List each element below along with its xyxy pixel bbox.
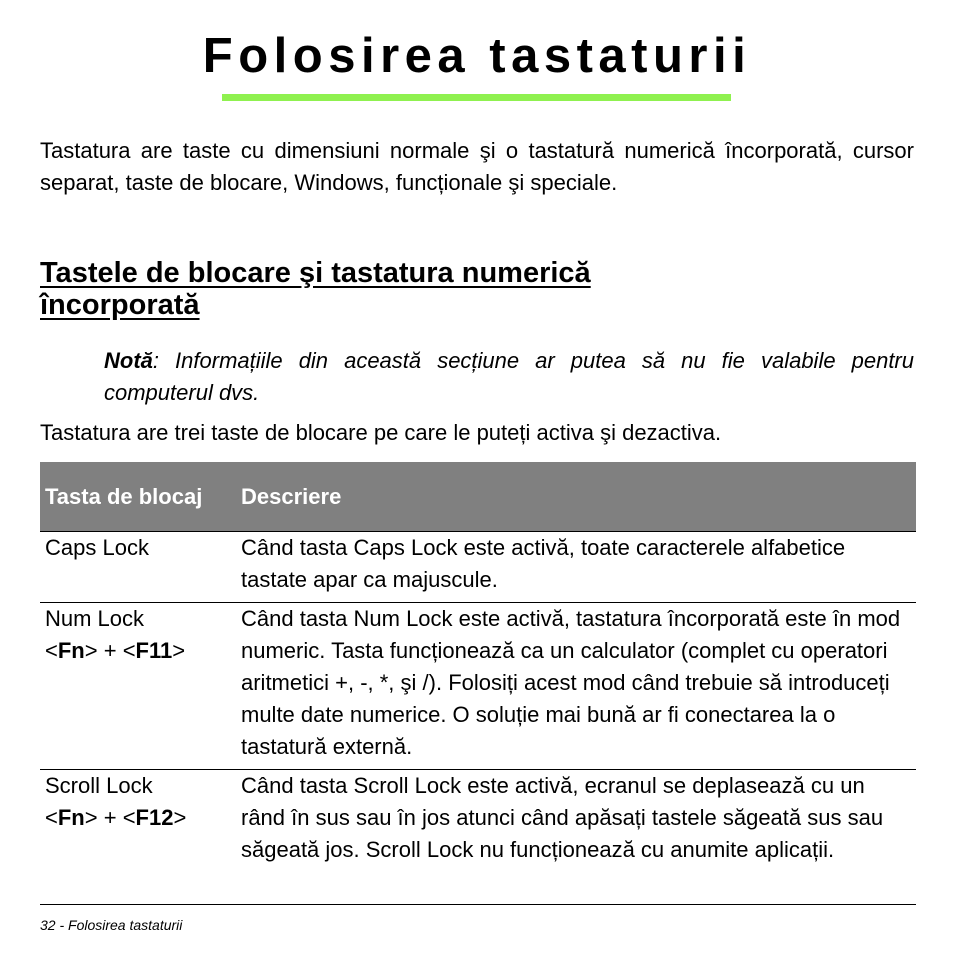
table-row <box>40 532 916 603</box>
note-text: : Informațiile din această secțiune ar putea să nu fie valabile pentru computerul dvs. <box>104 348 914 405</box>
note-label: Notă <box>104 348 153 373</box>
header-key: Tasta de blocaj <box>40 462 236 532</box>
key-cell <box>40 603 236 770</box>
description-cell: Când tasta Scroll Lock este activă, ecranul se deplasează cu un rând în sus sau în jos atunci când apăsați tastele săgeată sus sau săgeată jos. Scroll Lock nu funcționează cu anumite aplicații. <box>236 770 916 905</box>
title-underline-bar <box>222 94 731 101</box>
table-row <box>40 603 916 770</box>
header-description: Descriere <box>236 462 916 532</box>
page-title: Folosirea tastaturii <box>202 29 752 83</box>
section-heading: Tastele de blocare şi tastatura numerică încorporată <box>40 257 591 321</box>
key-name: Num Lock <box>45 606 145 631</box>
table-row <box>40 770 916 905</box>
key-name: Scroll Lock <box>45 773 153 798</box>
key-name: Caps Lock <box>45 535 149 560</box>
note-paragraph <box>104 345 914 409</box>
intro-paragraph: Tastatura are taste cu dimensiuni normale şi o tastatură numerică încorporată, cursor separat, taste de blocare, Windows, funcționale şi speciale. <box>40 138 914 195</box>
lead-paragraph: Tastatura are trei taste de blocare pe care le puteți activa şi dezactiva. <box>40 420 722 445</box>
table-header-row <box>40 462 916 532</box>
description-cell: Când tasta Num Lock este activă, tastatura încorporată este în mod numeric. Tasta funcționează ca un calculator (complet cu operatori aritmetici +, -, *, şi /). Folosiți acest mod când trebuie să introduceți multe date numerice. O soluție mai bună ar fi conectarea la o tastatură externă. <box>236 603 916 770</box>
lock-keys-table <box>40 462 916 905</box>
key-combo: <Fn> + <F12> <box>45 805 187 830</box>
key-combo: <Fn> + <F11> <box>45 638 186 663</box>
page-footer: 32 - Folosirea tastaturii <box>40 917 183 933</box>
key-cell <box>40 532 236 603</box>
description-cell: Când tasta Caps Lock este activă, toate caracterele alfabetice tastate apar ca majuscule. <box>236 532 916 603</box>
key-cell <box>40 770 236 905</box>
